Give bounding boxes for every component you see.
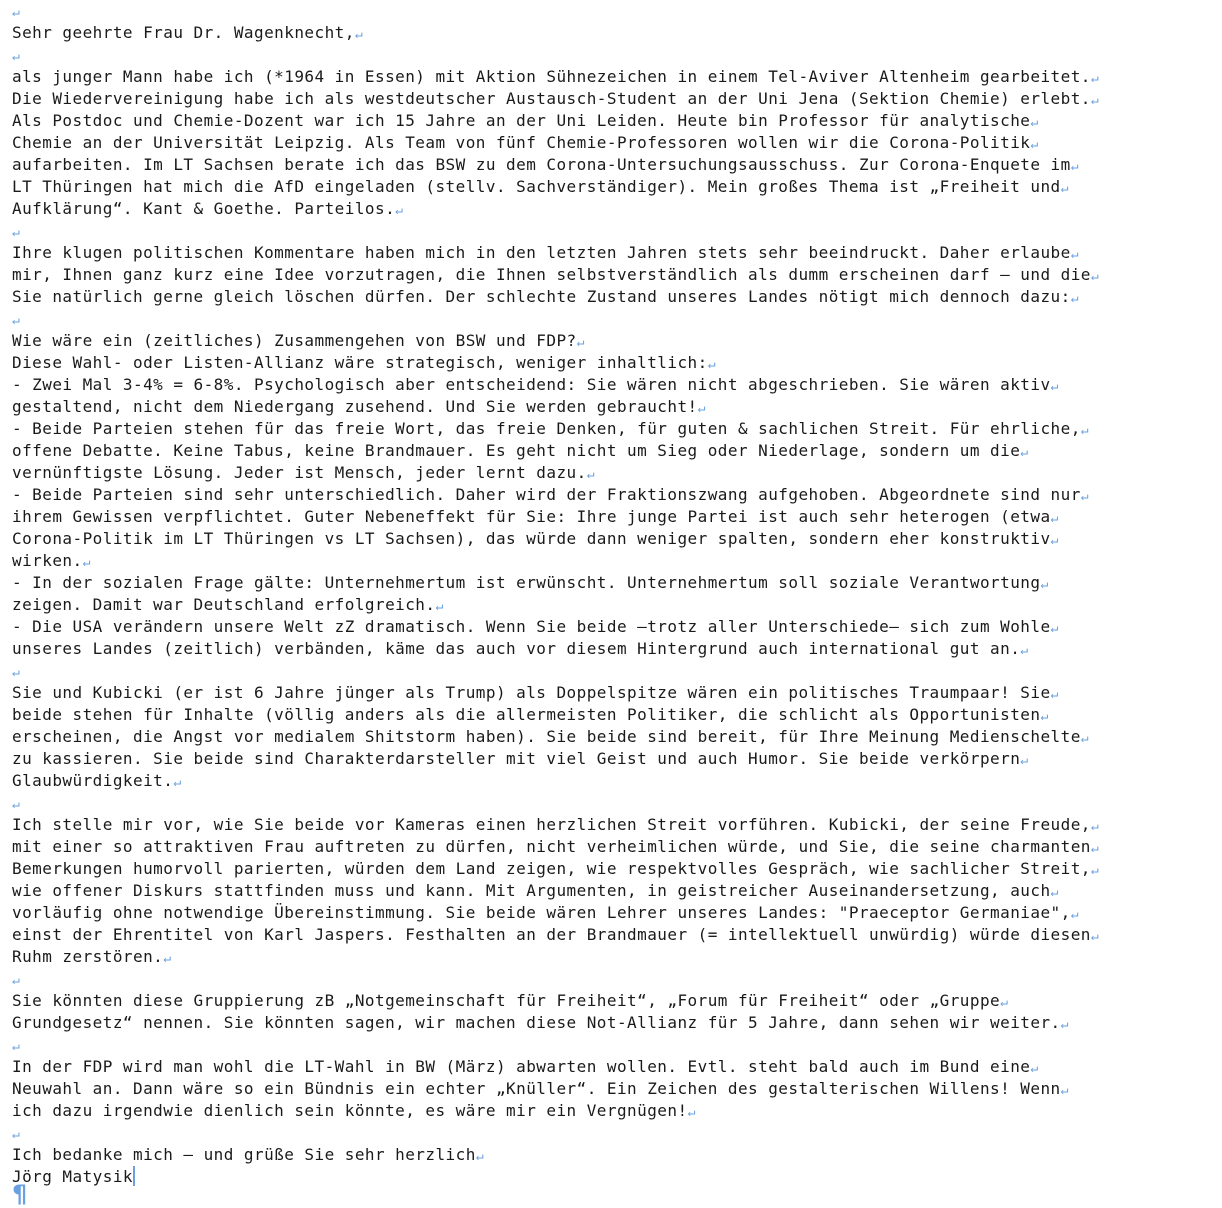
text-line xyxy=(12,1078,1222,1100)
line-text: Grundgesetz“ nennen. Sie könnten sagen, wir machen diese Not-Allianz für 5 Jahre, dann sehen wir weiter. xyxy=(12,1013,1061,1032)
text-line xyxy=(12,198,1222,220)
line-text: Neuwahl an. Dann wäre so ein Bündnis ein echter „Knüller“. Ein Zeichen des gestalterischen Willens! Wenn xyxy=(12,1079,1061,1098)
line-text: - In der sozialen Frage gälte: Unternehmertum ist erwünscht. Unternehmertum soll soziale Verantwortung xyxy=(12,573,1041,592)
line-break-icon: ↵ xyxy=(1040,577,1049,592)
line-text: Corona-Politik im LT Thüringen vs LT Sachsen), das würde dann weniger spalten, sondern eher konstruktiv xyxy=(12,529,1051,548)
text-line xyxy=(12,374,1222,396)
line-text: vernünftigste Lösung. Jeder ist Mensch, jeder lernt dazu. xyxy=(12,463,587,482)
line-break-icon: ↵ xyxy=(1020,753,1029,768)
line-break-icon: ↵ xyxy=(435,599,444,614)
text-line xyxy=(12,22,1222,44)
text-line xyxy=(12,682,1222,704)
line-break-icon: ↵ xyxy=(1090,841,1100,856)
line-text: mir, Ihnen ganz kurz eine Idee vorzutragen, die Ihnen selbstverständlich als dumm erscheinen darf – und die xyxy=(12,265,1091,284)
line-text: Diese Wahl- oder Listen-Allianz wäre strategisch, weniger inhaltlich: xyxy=(12,353,708,372)
text-line xyxy=(12,946,1222,968)
line-text: einst der Ehrentitel von Karl Jaspers. Festhalten an der Brandmauer (= intellektuell unwürdig) würde diesen xyxy=(12,925,1091,944)
line-text: Ich bedanke mich – und grüße Sie sehr herzlich xyxy=(12,1145,476,1164)
line-text: Als Postdoc und Chemie-Dozent war ich 15 Jahre an der Uni Leiden. Heute bin Professor für analytische xyxy=(12,111,1031,130)
line-break-icon: ↵ xyxy=(1070,247,1079,262)
line-break-icon: ↵ xyxy=(173,775,182,790)
line-text: - Zwei Mal 3-4% = 6-8%. Psychologisch aber entscheidend: Sie wären nicht abgeschrieben. Sie wären aktiv xyxy=(12,375,1051,394)
line-break-icon: ↵ xyxy=(1070,907,1079,922)
line-break-icon: ↵ xyxy=(1020,445,1029,460)
text-line xyxy=(12,0,1222,22)
line-break-icon: ↵ xyxy=(1090,71,1100,86)
line-break-icon: ↵ xyxy=(163,951,172,966)
text-line xyxy=(12,220,1222,242)
text-line xyxy=(12,990,1222,1012)
line-break-icon: ↵ xyxy=(1000,995,1009,1010)
text-line xyxy=(12,880,1222,902)
text-line xyxy=(12,154,1222,176)
text-line xyxy=(12,836,1222,858)
line-text: LT Thüringen hat mich die AfD eingeladen (stellv. Sachverständiger). Mein großes Thema ist „Freiheit und xyxy=(12,177,1061,196)
text-line xyxy=(12,704,1222,726)
text-line xyxy=(12,814,1222,836)
text-line xyxy=(12,770,1222,792)
line-text: wirken. xyxy=(12,551,83,570)
line-break-icon: ↵ xyxy=(12,665,21,680)
text-line xyxy=(12,176,1222,198)
text-line xyxy=(12,1012,1222,1034)
line-text: Sie könnten diese Gruppierung zB „Notgemeinschaft für Freiheit“, „Forum für Freiheit“ oder „Gruppe xyxy=(12,991,1001,1010)
line-text: Bemerkungen humorvoll parierten, würden dem Land zeigen, wie respektvolles Gespräch, wie sachlicher Streit, xyxy=(12,859,1091,878)
line-text: Ich stelle mir vor, wie Sie beide vor Kameras einen herzlichen Streit vorführen. Kubicki, der seine Freude, xyxy=(12,815,1091,834)
text-line xyxy=(12,418,1222,440)
text-line xyxy=(12,1056,1222,1078)
text-line xyxy=(12,44,1222,66)
line-break-icon: ↵ xyxy=(1040,709,1049,724)
line-text: unseres Landes (zeitlich) verbänden, käme das auch vor diesem Hintergrund auch international gut an. xyxy=(12,639,1021,658)
line-break-icon: ↵ xyxy=(586,467,596,482)
line-break-icon: ↵ xyxy=(475,1149,485,1164)
line-text: zeigen. Damit war Deutschland erfolgreich. xyxy=(12,595,436,614)
text-line xyxy=(12,792,1222,814)
text-line xyxy=(12,594,1222,616)
line-break-icon: ↵ xyxy=(1050,533,1059,548)
line-break-icon: ↵ xyxy=(1030,137,1039,152)
line-break-icon: ↵ xyxy=(354,27,364,42)
line-text: ihrem Gewissen verpflichtet. Guter Nebeneffekt für Sie: Ihre junge Partei ist auch sehr heterogen (etwa xyxy=(12,507,1051,526)
line-break-icon: ↵ xyxy=(12,1039,21,1054)
line-break-icon: ↵ xyxy=(12,5,21,20)
text-line xyxy=(12,352,1222,374)
line-text: Chemie an der Universität Leipzig. Als Team von fünf Chemie-Professoren wollen wir die Corona-Politik xyxy=(12,133,1031,152)
text-line xyxy=(12,726,1222,748)
line-break-icon: ↵ xyxy=(1070,291,1079,306)
line-text: zu kassieren. Sie beide sind Charakterdarsteller mit viel Geist und auch Humor. Sie beide verkörpern xyxy=(12,749,1021,768)
document-body[interactable] xyxy=(12,0,1222,1188)
text-line xyxy=(12,88,1222,110)
text-line xyxy=(12,484,1222,506)
text-line xyxy=(12,550,1222,572)
line-text: Sie natürlich gerne gleich löschen dürfen. Der schlechte Zustand unseres Landes nötigt mich dennoch dazu: xyxy=(12,287,1071,306)
line-text: als junger Mann habe ich (*1964 in Essen) mit Aktion Sühnezeichen in einem Tel-Aviver Altenheim gearbeitet. xyxy=(12,67,1091,86)
line-break-icon: ↵ xyxy=(82,555,91,570)
text-line xyxy=(12,396,1222,418)
text-line xyxy=(12,1122,1222,1144)
text-line xyxy=(12,1100,1222,1122)
text-line xyxy=(12,748,1222,770)
line-break-icon: ↵ xyxy=(1090,929,1100,944)
line-text: erscheinen, die Angst vor medialem Shitstorm haben). Sie beide sind bereit, für Ihre Meinung Medienschelte xyxy=(12,727,1081,746)
text-line xyxy=(12,462,1222,484)
line-break-icon: ↵ xyxy=(1090,819,1100,834)
line-break-icon: ↵ xyxy=(12,313,21,328)
text-line xyxy=(12,330,1222,352)
text-line xyxy=(12,66,1222,88)
line-break-icon: ↵ xyxy=(1050,511,1059,526)
text-line xyxy=(12,528,1222,550)
line-text: Die Wiedervereinigung habe ich als westdeutscher Austausch-Student an der Uni Jena (Sektion Chemie) erlebt. xyxy=(12,89,1091,108)
line-break-icon: ↵ xyxy=(1030,115,1039,130)
line-break-icon: ↵ xyxy=(1060,181,1069,196)
line-break-icon: ↵ xyxy=(1080,731,1090,746)
line-break-icon: ↵ xyxy=(1060,1083,1069,1098)
line-break-icon: ↵ xyxy=(395,203,404,218)
line-break-icon: ↵ xyxy=(1070,159,1079,174)
line-break-icon: ↵ xyxy=(12,49,21,64)
text-line xyxy=(12,132,1222,154)
text-line xyxy=(12,660,1222,682)
end-paragraph-mark: ¶ xyxy=(12,1180,28,1208)
line-break-icon: ↵ xyxy=(1060,1017,1069,1032)
line-break-icon: ↵ xyxy=(576,335,585,350)
line-text: aufarbeiten. Im LT Sachsen berate ich das BSW zu dem Corona-Untersuchungsausschuss. Zur Corona-Enquete im xyxy=(12,155,1071,174)
line-break-icon: ↵ xyxy=(687,1105,696,1120)
text-line xyxy=(12,1034,1222,1056)
text-line xyxy=(12,264,1222,286)
line-break-icon: ↵ xyxy=(1050,379,1059,394)
line-text: - Beide Parteien sind sehr unterschiedlich. Daher wird der Fraktionszwang aufgehoben. Abgeordnete sind nur xyxy=(12,485,1081,504)
line-break-icon: ↵ xyxy=(697,401,706,416)
text-line xyxy=(12,286,1222,308)
text-line xyxy=(12,110,1222,132)
text-line xyxy=(12,308,1222,330)
line-break-icon: ↵ xyxy=(1090,863,1100,878)
line-break-icon: ↵ xyxy=(12,1127,21,1142)
line-text: Sie und Kubicki (er ist 6 Jahre jünger als Trump) als Doppelspitze wären ein politisches Traumpaar! Sie xyxy=(12,683,1051,702)
line-break-icon: ↵ xyxy=(1050,885,1059,900)
line-break-icon: ↵ xyxy=(1080,423,1090,438)
line-break-icon: ↵ xyxy=(1080,489,1090,504)
text-line xyxy=(12,572,1222,594)
line-break-icon: ↵ xyxy=(1090,269,1100,284)
line-text: Ihre klugen politischen Kommentare haben mich in den letzten Jahren stets sehr beeindruckt. Daher erlaube xyxy=(12,243,1071,262)
text-line xyxy=(12,638,1222,660)
text-cursor xyxy=(133,1166,135,1186)
line-text: Glaubwürdigkeit. xyxy=(12,771,174,790)
text-line xyxy=(12,968,1222,990)
line-break-icon: ↵ xyxy=(707,357,716,372)
line-text: - Beide Parteien stehen für das freie Wort, das freie Denken, für guten & sachlichen Streit. Für ehrliche, xyxy=(12,419,1081,438)
line-break-icon: ↵ xyxy=(12,973,21,988)
line-break-icon: ↵ xyxy=(12,225,21,240)
line-break-icon: ↵ xyxy=(1030,1061,1039,1076)
text-line xyxy=(12,616,1222,638)
line-break-icon: ↵ xyxy=(1050,687,1059,702)
text-line xyxy=(12,902,1222,924)
line-text: Jörg Matysik xyxy=(12,1167,133,1186)
line-break-icon: ↵ xyxy=(12,797,21,812)
text-line xyxy=(12,440,1222,462)
line-text: In der FDP wird man wohl die LT-Wahl in BW (März) abwarten wollen. Evtl. steht bald auch im Bund eine xyxy=(12,1057,1031,1076)
line-break-icon: ↵ xyxy=(1050,621,1059,636)
text-line xyxy=(12,858,1222,880)
text-line xyxy=(12,1144,1222,1166)
text-line xyxy=(12,506,1222,528)
line-text: ich dazu irgendwie dienlich sein könnte, es wäre mir ein Vergnügen! xyxy=(12,1101,688,1120)
line-break-icon: ↵ xyxy=(1020,643,1029,658)
line-text: gestaltend, nicht dem Niedergang zusehend. Und Sie werden gebraucht! xyxy=(12,397,698,416)
text-line xyxy=(12,242,1222,264)
line-text: vorläufig ohne notwendige Übereinstimmung. Sie beide wären Lehrer unseres Landes: "Praeceptor Germaniae", xyxy=(12,903,1071,922)
line-text: wie offener Diskurs stattfinden muss und kann. Mit Argumenten, in geistreicher Auseinandersetzung, auch xyxy=(12,881,1051,900)
line-text: beide stehen für Inhalte (völlig anders als die allermeisten Politiker, die schlicht als Opportunisten xyxy=(12,705,1041,724)
line-text: - Die USA verändern unsere Welt zZ dramatisch. Wenn Sie beide –trotz aller Unterschiede– sich zum Wohle xyxy=(12,617,1051,636)
text-line xyxy=(12,924,1222,946)
text-line xyxy=(12,1166,1222,1188)
line-break-icon: ↵ xyxy=(1090,93,1100,108)
line-text: mit einer so attraktiven Frau auftreten zu dürfen, nicht verheimlichen würde, und Sie, die seine charmanten xyxy=(12,837,1091,856)
line-text: offene Debatte. Keine Tabus, keine Brandmauer. Es geht nicht um Sieg oder Niederlage, sondern um die xyxy=(12,441,1021,460)
line-text: Ruhm zerstören. xyxy=(12,947,164,966)
line-text: Sehr geehrte Frau Dr. Wagenknecht, xyxy=(12,23,355,42)
line-text: Aufklärung“. Kant & Goethe. Parteilos. xyxy=(12,199,396,218)
line-text: Wie wäre ein (zeitliches) Zusammengehen von BSW und FDP? xyxy=(12,331,577,350)
